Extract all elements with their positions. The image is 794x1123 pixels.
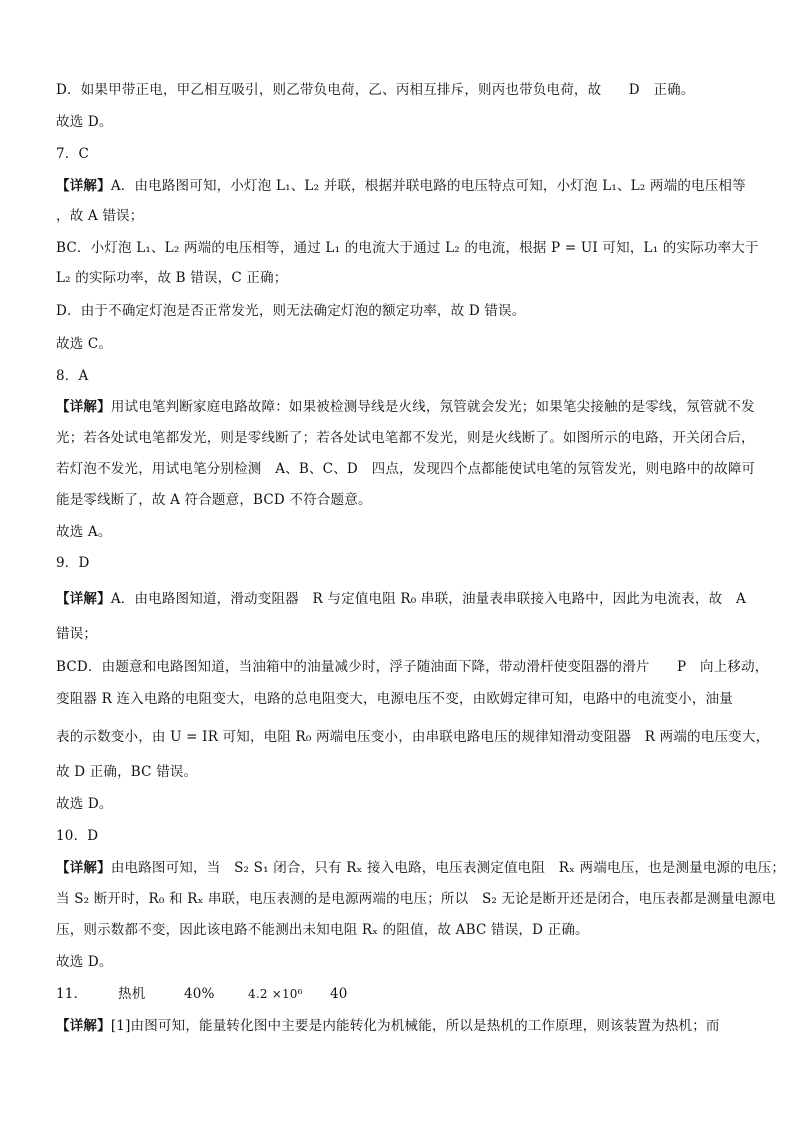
explanation-tag: 【详解】 [56, 178, 111, 194]
explanation-line: L₂ 的实际功率，故 B 错误，C 正确； [56, 270, 288, 286]
answer-line: 故选 C。 [56, 336, 113, 352]
explanation-line [56, 589, 746, 609]
q11-answer-3: 4.2 ×10⁶ [248, 987, 303, 1001]
explanation-text: 由电路图可知，当 S₂ S₁ 闭合，只有 Rₓ 接入电路，电压表测定值电阻 Rₓ 两端电压，也是测量电源的电压； [110, 860, 786, 876]
explanation-line: 若灯泡不发光，用试电笔分别检测 A、B、C、D 四点，发现四个点都能使试电笔的氖管发光，则电路中的故障可 [56, 461, 756, 477]
q11-answer-1: 热机 [118, 986, 146, 1002]
explanation-line: 变阻器 R 连入电路的电阻变大，电路的总电阻变大，电源电压不变，由欧姆定律可知，电路中的电流变小，油量 [56, 691, 733, 707]
explanation-text: A．由电路图知道，滑动变阻器 R 与定值电阻 R₀ 串联，油量表串联接入电路中，因此为电流表，故 A [110, 591, 746, 607]
answer-line: 故选 D。 [56, 114, 113, 130]
explanation-line [56, 397, 755, 417]
explanation-line [56, 176, 746, 196]
answer-line: 故选 A。 [56, 524, 112, 540]
explanation-line: 当 S₂ 断开时，R₀ 和 Rₓ 串联，电压表测的是电源两端的电压；所以 S₂ 无论是断开还是闭合，电压表都是测量电源电 [56, 891, 776, 907]
explanation-line: 光；若各处试电笔都发光，则是零线断了；若各处试电笔都不发光，则是火线断了。如图所示的电路，开关闭合后， [56, 430, 755, 446]
explanation-line: 故 D 正确，BC 错误。 [56, 764, 198, 780]
explanation-line: D．由于不确定灯泡是否正常发光，则无法确定灯泡的额定功率，故 D 错误。 [56, 303, 526, 319]
explanation-tag: 【详解】 [56, 860, 111, 876]
explanation-tag: 【详解】 [56, 399, 111, 415]
question-number: 10．D [56, 828, 99, 844]
q11-answer-2: 40% [184, 986, 215, 1002]
explanation-text: 用试电笔判断家庭电路故障：如果被检测导线是火线，氖管就会发光；如果笔尖接触的是零线，氖管就不发 [110, 399, 755, 415]
question-number: 11． [56, 986, 88, 1002]
explanation-line: 压，则示数都不变，因此该电路不能测出未知电阻 Rₓ 的阻值，故 ABC 错误，D 正确。 [56, 922, 589, 938]
explanation-line: BCD．由题意和电路图知道，当油箱中的油量减少时，浮子随油面下降，带动滑杆使变阻器的滑片 P 向上移动， [56, 659, 769, 675]
explanation-line: BC．小灯泡 L₁、L₂ 两端的电压相等，通过 L₁ 的电流大于通过 L₂ 的电流，根据 P = UI 可知，L₁ 的实际功率大于 [56, 240, 759, 256]
answer-line: 故选 D。 [56, 796, 113, 812]
explanation-line: 错误； [56, 626, 98, 642]
question-number: 7．C [56, 146, 90, 162]
explanation-line [56, 1016, 746, 1036]
explanation-text: [1]由图可知，能量转化图中主要是内能转化为机械能，所以是热机的工作原理，则该装置为热机；而 [110, 1018, 720, 1034]
explanation-line [56, 858, 786, 878]
explanation-line: 表的示数变小，由 U = IR 可知，电阻 R₀ 两端电压变小，由串联电路电压的规律知滑动变阻器 R 两端的电压变大， [56, 729, 770, 745]
explanation-tag: 【详解】 [56, 591, 111, 607]
answer-line: D．如果甲带正电，甲乙相互吸引，则乙带负电荷，乙、丙相互排斥，则丙也带负电荷，故 D 正确。 [56, 82, 695, 98]
explanation-line: ，故 A 错误； [56, 208, 144, 224]
question-number: 8．A [56, 368, 89, 384]
q11-answer-4: 40 [330, 986, 348, 1002]
explanation-tag: 【详解】 [56, 1018, 111, 1034]
explanation-line: 能是零线断了，故 A 符合题意，BCD 不符合题意。 [56, 492, 372, 508]
question-number: 9．D [56, 555, 90, 571]
explanation-text: A．由电路图可知，小灯泡 L₁、L₂ 并联，根据并联电路的电压特点可知，小灯泡 L₁、L₂ 两端的电压相等 [110, 178, 746, 194]
q11-answer-row [56, 984, 746, 1004]
answer-line: 故选 D。 [56, 954, 113, 970]
